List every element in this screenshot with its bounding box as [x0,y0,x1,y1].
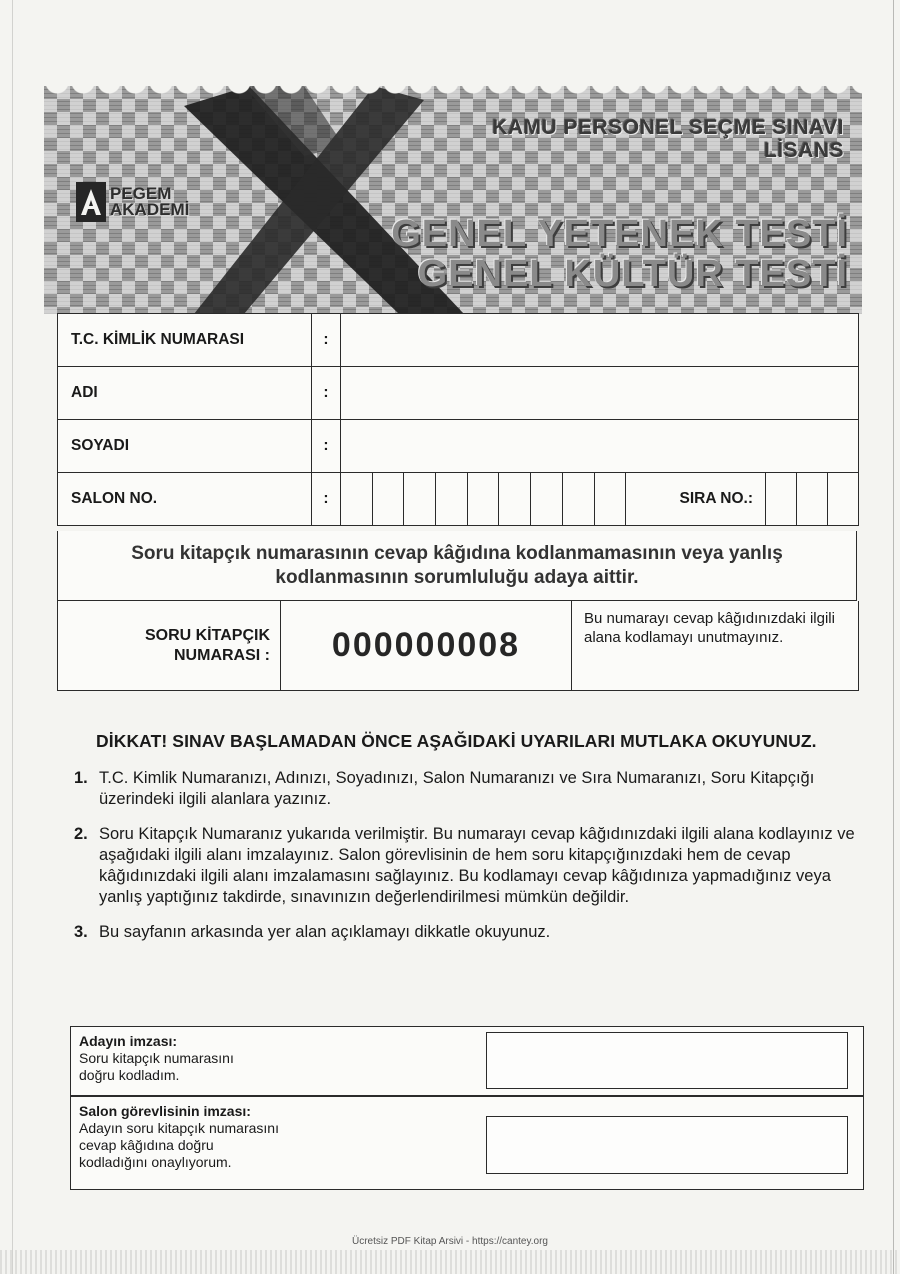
tc-row [58,314,859,367]
booklet-label-line2: NUMARASI : [174,646,270,664]
instruction-text: Bu sayfanın arkasında yer alan açıklamayı dikkatle okuyunuz. [99,923,551,941]
hall-row [58,473,859,526]
surname-row [58,420,859,473]
header-banner [44,86,862,314]
colon: : [312,473,341,526]
candidate-signature-text [79,1033,234,1084]
digit-box[interactable] [341,473,373,525]
colon: : [312,367,341,420]
candidate-signature-field[interactable] [486,1032,848,1089]
logo-line2: AKADEMİ [110,200,190,219]
title-line1: GENEL YETENEK TESTİ [391,213,848,255]
colon: : [312,420,341,473]
officer-signature-section [70,1096,864,1190]
seat-box[interactable] [827,473,858,525]
surname-field[interactable] [341,420,859,473]
instruction-number: 1. [74,769,88,787]
page-edge [12,0,13,1274]
instruction-number: 2. [74,825,88,843]
booklet-warning: Soru kitapçık numarasının cevap kâğıdına kodlanmamasının veya yanlış kodlanmasının sorumluluğu adaya aittir. [57,531,857,601]
digit-box[interactable] [595,473,627,525]
officer-signature-line: Adayın soru kitapçık numarasını [79,1120,279,1136]
name-row [58,367,859,420]
officer-signature-field[interactable] [486,1116,848,1174]
booklet-number: 000000008 [281,601,572,690]
instruction-item [74,824,864,908]
officer-signature-line: kodladığını onaylıyorum. [79,1154,232,1170]
exam-name-text: KAMU PERSONEL SEÇME SINAVI [492,116,844,139]
digit-box[interactable] [563,473,595,525]
hall-digit-boxes [341,473,626,525]
scan-noise [0,1250,900,1274]
pegem-logo [76,182,189,222]
logo-line1: PEGEM [110,184,172,203]
booklet-note: Bu numarayı cevap kâğıdınızdaki ilgili alana kodlamayı unutmayınız. [584,610,835,646]
logo-mark [76,182,106,222]
booklet-number-row [57,601,859,691]
officer-signature-title: Salon görevlisinin imzası: [79,1103,251,1119]
candidate-signature-title: Adayın imzası: [79,1033,178,1049]
instruction-item [74,768,864,810]
digit-box[interactable] [436,473,468,525]
instruction-item [74,922,864,943]
seat-label: SIRA NO.: [679,490,753,507]
instruction-text: T.C. Kimlik Numaranızı, Adınızı, Soyadınızı, Salon Numaranızı ve Sıra Numaranızı, Soru Kitapçığı üzerindeki ilgili alanlara yazınız. [99,769,815,808]
logo-a-icon [79,187,103,217]
exam-level: LİSANS [763,139,844,162]
exam-name [492,116,844,162]
candidate-signature-section [70,1026,864,1096]
title-line2: GENEL KÜLTÜR TESTİ [417,253,848,295]
candidate-signature-line: doğru kodladım. [79,1067,180,1083]
officer-signature-text [79,1103,279,1171]
digit-box[interactable] [373,473,405,525]
instructions-list [74,768,864,957]
instructions-heading: DİKKAT! SINAV BAŞLAMADAN ÖNCE AŞAĞIDAKİ UYARILARI MUTLAKA OKUYUNUZ. [96,731,817,751]
banner-edge [44,86,862,100]
booklet-label [58,601,281,690]
colon: : [312,314,341,367]
tc-label: T.C. KİMLİK NUMARASI [58,314,312,367]
officer-signature-line: cevap kâğıdına doğru [79,1137,214,1153]
name-field[interactable] [341,367,859,420]
seat-box[interactable] [796,473,827,525]
footer-text: Ücretsiz PDF Kitap Arsivi - https://cantey.org [352,1236,548,1247]
surname-label: SOYADI [58,420,312,473]
candidate-signature-line: Soru kitapçık numarasını [79,1050,234,1066]
digit-box[interactable] [531,473,563,525]
instruction-text: Soru Kitapçık Numaranız yukarıda verilmiştir. Bu numarayı cevap kâğıdınızdaki ilgili alana kodlayınız ve aşağıdaki ilgili alanı imzalayınız. Salon görevlisinin de hem soru kitapçığınızdaki hem de cevap kâğıdınızdaki ilgili alanı imzalamasını sağlayınız. Bu kodlamayı cevap kâğıdınıza yapmadığınız veya yanlış yaptığınız takdirde, sınavınızın değerlendirilmesi mümkün değildir. [99,825,855,906]
instruction-number: 3. [74,923,88,941]
booklet-label-line1: SORU KİTAPÇIK [144,626,270,644]
candidate-info-table [57,313,859,526]
logo-text [110,186,189,218]
hall-label: SALON NO. [58,473,312,526]
seat-box[interactable] [765,473,796,525]
tc-field[interactable] [341,314,859,367]
page-edge [893,0,894,1274]
digit-box[interactable] [404,473,436,525]
digit-box[interactable] [499,473,531,525]
digit-box[interactable] [468,473,500,525]
name-label: ADI [58,367,312,420]
hall-seat-field [341,473,859,526]
